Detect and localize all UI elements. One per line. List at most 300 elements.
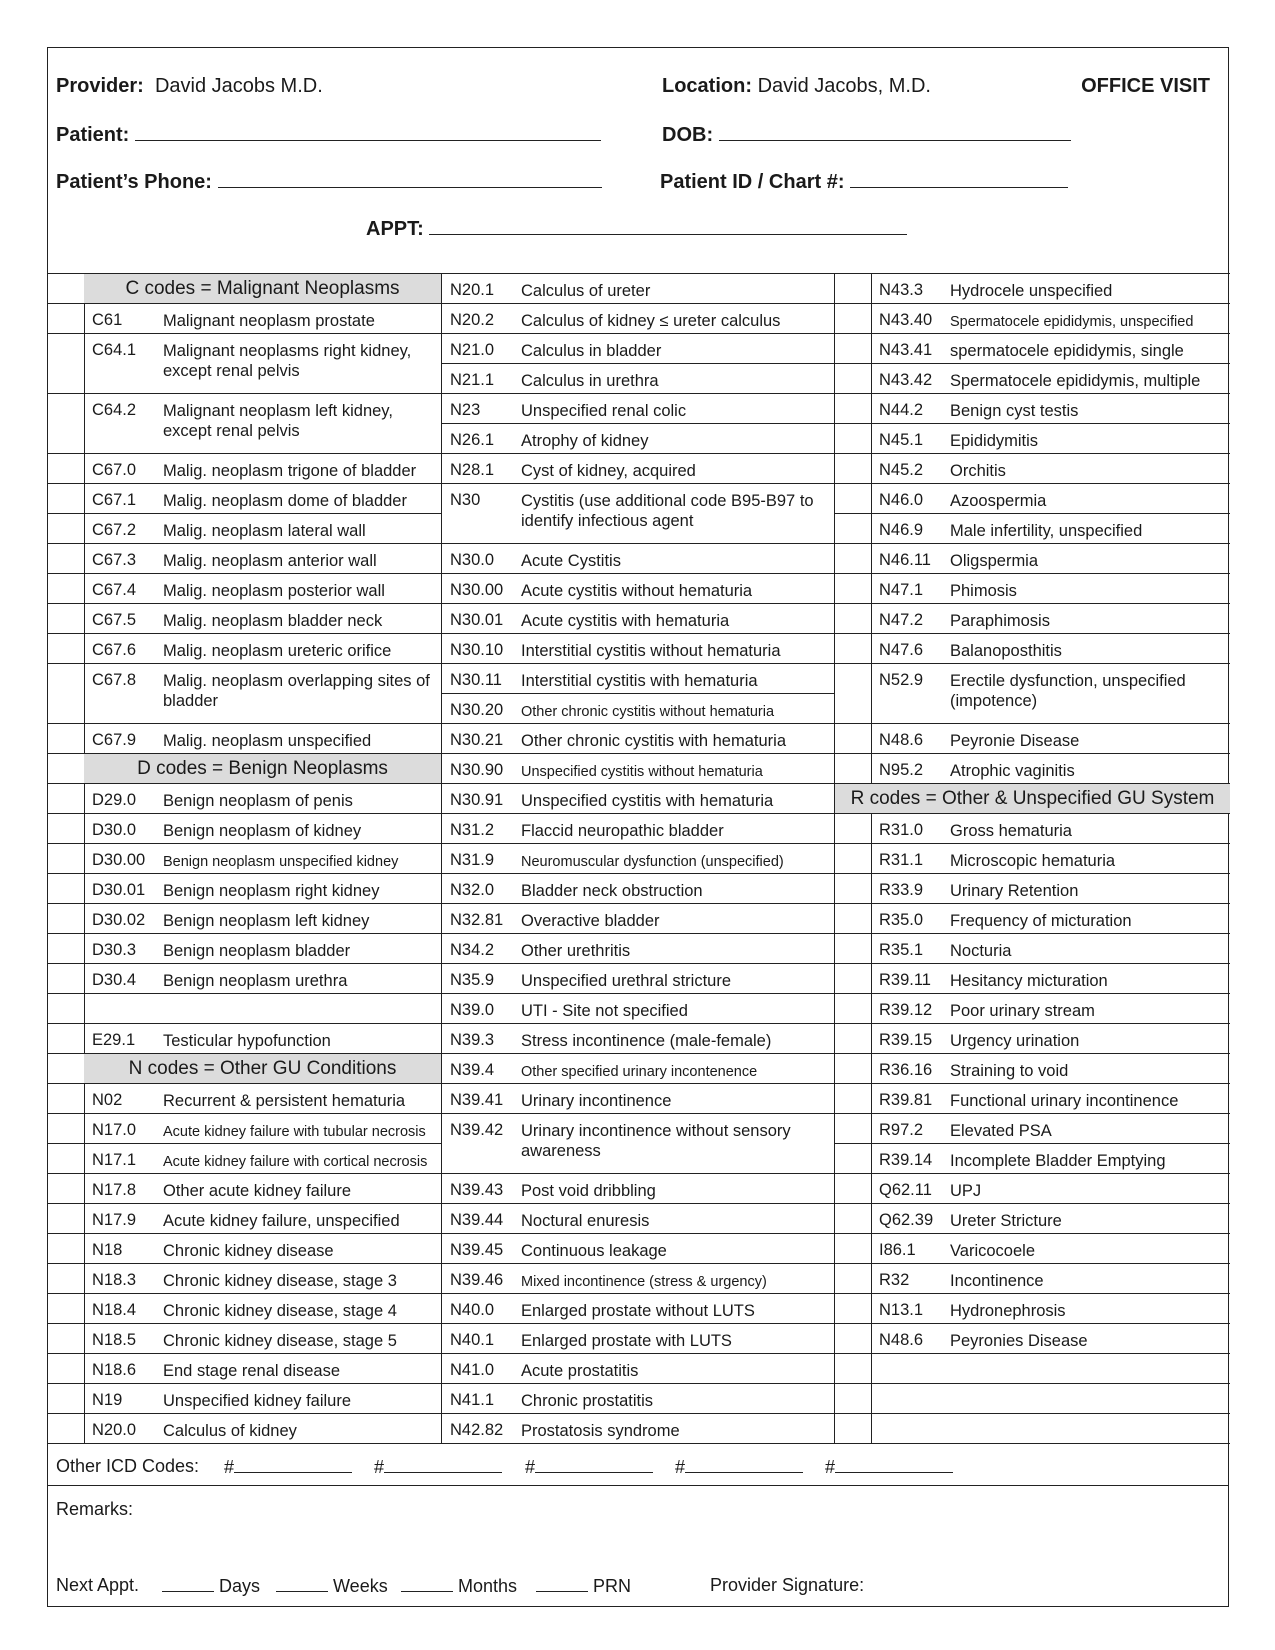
patient-name-line[interactable] [135, 122, 601, 141]
checkbox-margin[interactable] [835, 1054, 872, 1083]
checkbox-margin[interactable] [48, 1084, 85, 1113]
checkbox-margin[interactable] [835, 544, 872, 573]
code-row [442, 604, 835, 634]
other-icd-blank-4[interactable] [675, 1456, 803, 1478]
code-row [442, 994, 835, 1024]
code-row [48, 1384, 442, 1414]
checkbox-margin[interactable] [835, 364, 872, 393]
icd-code: D30.4 [92, 971, 137, 989]
icd-code: N20.0 [92, 1421, 137, 1439]
icd-description: Other urethritis [521, 942, 631, 960]
icd-description: Malig. neoplasm trigone of bladder [163, 462, 417, 480]
icd-description: End stage renal disease [163, 1362, 341, 1380]
remarks-label: Remarks: [56, 1499, 134, 1519]
code-row [835, 1234, 1230, 1264]
checkbox-margin[interactable] [835, 1264, 872, 1293]
icd-description: Epididymitis [950, 432, 1039, 450]
phone-field[interactable] [56, 169, 602, 194]
dob-label: DOB: [662, 124, 714, 146]
checkbox-margin[interactable] [835, 1294, 872, 1323]
provider-field [56, 75, 323, 98]
icd-code: N30.91 [450, 791, 504, 809]
icd-code: N46.9 [879, 521, 924, 539]
checkbox-margin[interactable] [835, 484, 872, 513]
code-row [835, 814, 1230, 844]
checkbox-margin[interactable] [48, 1384, 85, 1413]
checkbox-margin[interactable] [48, 1114, 85, 1143]
icd-code: N32.81 [450, 911, 504, 929]
checkbox-margin[interactable] [835, 874, 872, 903]
phone-line[interactable] [218, 169, 602, 188]
icd-description: Urgency urination [950, 1032, 1080, 1050]
checkbox-margin[interactable] [48, 1414, 85, 1443]
code-row [835, 904, 1230, 934]
icd-description: Mixed incontinence (stress & urgency) [521, 1274, 767, 1290]
code-row [442, 454, 835, 484]
checkbox-margin[interactable] [835, 454, 872, 483]
appt-label: APPT: [366, 218, 424, 240]
checkbox-margin[interactable] [48, 1264, 85, 1293]
icd-code: R39.12 [879, 1001, 933, 1019]
checkbox-margin[interactable] [835, 904, 872, 933]
icd-code: C67.3 [92, 551, 137, 569]
icd-code: N39.42 [450, 1121, 504, 1139]
code-row [48, 1024, 442, 1054]
icd-description: Chronic kidney disease, stage 3 [163, 1272, 397, 1290]
icd-description: Acute kidney failure with cortical necrosis [163, 1154, 428, 1170]
icd-description: Unspecified cystitis without hematuria [521, 764, 763, 780]
code-row [442, 724, 835, 754]
checkbox-margin[interactable] [835, 814, 872, 843]
icd-description: Malig. neoplasm bladder neck [163, 612, 383, 630]
code-row [48, 994, 442, 1024]
checkbox-margin[interactable] [48, 634, 85, 663]
checkbox-margin[interactable] [835, 934, 872, 963]
checkbox-margin[interactable] [48, 934, 85, 963]
section-header: N codes = Other GU Conditions [128, 1058, 397, 1079]
icd-description: spermatocele epididymis, single [950, 342, 1184, 360]
icd-code: R36.16 [879, 1061, 933, 1079]
code-row [442, 874, 835, 904]
icd-code: N18.6 [92, 1361, 137, 1379]
appt-line[interactable] [429, 216, 907, 235]
icd-description: Calculus of kidney [163, 1422, 297, 1440]
checkbox-margin[interactable] [835, 424, 872, 453]
code-row [48, 514, 442, 544]
icd-description: Calculus of kidney ≤ ureter calculus [521, 312, 781, 330]
icd-description: Benign neoplasm bladder [163, 942, 351, 960]
chart-line[interactable] [850, 169, 1068, 188]
code-row [48, 1234, 442, 1264]
code-row [835, 604, 1230, 634]
icd-description: Varicocoele [950, 1242, 1035, 1260]
chart-field[interactable] [660, 169, 1068, 194]
icd-code: N30 [450, 491, 481, 509]
code-row [48, 1114, 442, 1144]
other-icd-blank-5[interactable] [825, 1456, 953, 1478]
checkbox-margin[interactable] [48, 844, 85, 873]
checkbox-margin[interactable] [835, 1204, 872, 1233]
checkbox-margin[interactable] [48, 664, 85, 723]
icd-code: R33.9 [879, 881, 924, 899]
checkbox-margin[interactable] [835, 1324, 872, 1353]
checkbox-margin[interactable] [48, 454, 85, 483]
icd-code: R39.14 [879, 1151, 933, 1169]
chart-label: Patient ID / Chart #: [660, 171, 845, 193]
icd-code: N95.2 [879, 761, 924, 779]
icd-code: N52.9 [879, 671, 924, 689]
icd-code: N20.1 [450, 281, 495, 299]
code-row [835, 394, 1230, 424]
checkbox-margin[interactable] [835, 964, 872, 993]
section-header-row [48, 754, 442, 784]
code-row [442, 334, 835, 364]
checkbox-margin[interactable] [48, 1144, 85, 1173]
checkbox-margin[interactable] [835, 334, 872, 363]
checkbox-margin[interactable] [835, 724, 872, 753]
icd-code: N31.2 [450, 821, 495, 839]
code-row [48, 964, 442, 994]
checkbox-margin[interactable] [835, 1354, 872, 1383]
weeks-label: Weeks [333, 1576, 388, 1596]
icd-code: C67.6 [92, 641, 137, 659]
code-row [835, 454, 1230, 484]
icd-description: Hesitancy micturation [950, 972, 1108, 990]
checkbox-margin[interactable] [48, 484, 85, 513]
code-row [48, 394, 442, 454]
checkbox-margin[interactable] [48, 784, 85, 813]
icd-description: Acute cystitis without hematuria [521, 582, 753, 600]
blank-line [401, 1575, 453, 1592]
code-row [835, 1024, 1230, 1054]
icd-code-table [48, 273, 1230, 1448]
checkbox-margin[interactable] [835, 1174, 872, 1203]
icd-description: Acute kidney failure, unspecified [163, 1212, 400, 1230]
icd-code: D30.02 [92, 911, 146, 929]
days-label: Days [219, 1576, 261, 1596]
provider-value: David Jacobs M.D. [154, 75, 323, 97]
dob-field[interactable] [662, 122, 1071, 147]
phone-label: Patient’s Phone: [56, 171, 212, 193]
icd-description: Benign neoplasm urethra [163, 972, 348, 990]
icd-code: C67.2 [92, 521, 137, 539]
icd-code: Q62.39 [879, 1211, 934, 1229]
code-row [48, 1294, 442, 1324]
icd-description: Overactive bladder [521, 912, 660, 930]
icd-description: Erectile dysfunction, unspecified (impotence) [950, 672, 1186, 710]
checkbox-margin[interactable] [48, 994, 85, 1023]
icd-description: Benign cyst testis [950, 402, 1079, 420]
appt-field[interactable] [366, 216, 907, 241]
checkbox-margin[interactable] [48, 874, 85, 903]
icd-code: N40.0 [450, 1301, 495, 1319]
code-row [835, 1354, 1230, 1384]
hash-mark: # [825, 1457, 836, 1477]
code-row [835, 274, 1230, 304]
code-row [442, 754, 835, 784]
icd-description: Malig. neoplasm lateral wall [163, 522, 366, 540]
code-row [48, 1174, 442, 1204]
code-row [48, 874, 442, 904]
checkbox-margin[interactable] [48, 274, 85, 303]
other-icd-blank-2[interactable] [374, 1456, 502, 1478]
icd-description: Unspecified renal colic [521, 402, 687, 420]
icd-code: N42.82 [450, 1421, 504, 1439]
icd-code: R39.11 [879, 971, 931, 989]
icd-description: Other acute kidney failure [163, 1182, 352, 1200]
icd-code: N18.3 [92, 1271, 137, 1289]
other-icd-blank-3[interactable] [525, 1456, 653, 1478]
patient-field[interactable] [56, 122, 601, 147]
remarks-section[interactable] [48, 1485, 1228, 1606]
icd-code: N41.1 [450, 1391, 495, 1409]
icd-code: R31.0 [879, 821, 924, 839]
icd-description: UTI - Site not specified [521, 1002, 688, 1020]
icd-description: Cystitis (use additional code B95-B97 to identify infectious agent [521, 492, 814, 530]
checkbox-margin[interactable] [48, 334, 85, 393]
dob-line[interactable] [719, 122, 1071, 141]
icd-code: N18.5 [92, 1331, 137, 1349]
checkbox-margin[interactable] [48, 604, 85, 633]
checkbox-margin[interactable] [835, 514, 872, 543]
checkbox-margin[interactable] [835, 664, 872, 723]
icd-description: Hydronephrosis [950, 1302, 1066, 1320]
code-row [835, 994, 1230, 1024]
code-row [48, 634, 442, 664]
icd-code: N39.46 [450, 1271, 504, 1289]
checkbox-margin[interactable] [835, 604, 872, 633]
icd-code: I86.1 [879, 1241, 916, 1259]
checkbox-margin[interactable] [48, 1294, 85, 1323]
icd-description: Incomplete Bladder Emptying [950, 1152, 1166, 1170]
checkbox-margin[interactable] [835, 574, 872, 603]
checkbox-margin[interactable] [48, 1204, 85, 1233]
icd-code: N48.6 [879, 1331, 924, 1349]
code-row [442, 1414, 835, 1444]
icd-code: R35.1 [879, 941, 924, 959]
code-row [835, 334, 1230, 364]
icd-description: Recurrent & persistent hematuria [163, 1092, 406, 1110]
code-row [442, 784, 835, 814]
checkbox-margin[interactable] [835, 394, 872, 423]
icd-code: N17.8 [92, 1181, 137, 1199]
icd-description: UPJ [950, 1182, 982, 1200]
icd-code: N18 [92, 1241, 123, 1259]
icd-description: Flaccid neuropathic bladder [521, 822, 724, 840]
icd-code: N30.0 [450, 551, 495, 569]
checkbox-margin[interactable] [48, 304, 85, 333]
icd-description: Enlarged prostate without LUTS [521, 1302, 755, 1320]
code-row [835, 1324, 1230, 1354]
icd-code: R35.0 [879, 911, 924, 929]
code-row [442, 304, 835, 334]
icd-description: Other chronic cystitis without hematuria [521, 704, 775, 720]
icd-code: N44.2 [879, 401, 924, 419]
icd-description: Peyronie Disease [950, 732, 1080, 750]
icd-code: Q62.11 [879, 1181, 932, 1199]
checkbox-margin[interactable] [48, 1234, 85, 1263]
code-row [48, 304, 442, 334]
icd-code: N39.43 [450, 1181, 504, 1199]
blank-line [685, 1456, 803, 1473]
checkbox-margin[interactable] [48, 754, 85, 783]
next-appt-weeks[interactable] [276, 1575, 388, 1597]
icd-description: Chronic prostatitis [521, 1392, 654, 1410]
provider-signature-label: Provider Signature: [710, 1575, 865, 1595]
code-row [835, 754, 1230, 784]
next-appt-prn[interactable] [536, 1575, 631, 1597]
checkbox-margin[interactable] [48, 724, 85, 753]
icd-code: N18.4 [92, 1301, 137, 1319]
code-row [442, 694, 835, 724]
icd-code: N32.0 [450, 881, 495, 899]
code-row [48, 934, 442, 964]
code-row [48, 724, 442, 754]
icd-code: D30.0 [92, 821, 137, 839]
code-row [835, 484, 1230, 514]
checkbox-margin[interactable] [48, 1324, 85, 1353]
code-row [48, 604, 442, 634]
icd-description: Acute cystitis with hematuria [521, 612, 730, 630]
checkbox-margin[interactable] [835, 994, 872, 1023]
icd-description: Acute prostatitis [521, 1362, 639, 1380]
checkbox-margin[interactable] [835, 754, 872, 783]
icd-code: D29.0 [92, 791, 137, 809]
checkbox-margin[interactable] [48, 514, 85, 543]
code-row [48, 844, 442, 874]
checkbox-margin[interactable] [835, 844, 872, 873]
checkbox-margin[interactable] [835, 1144, 872, 1173]
code-row [835, 1084, 1230, 1114]
icd-code: C67.4 [92, 581, 137, 599]
code-row [835, 724, 1230, 754]
code-row [835, 514, 1230, 544]
icd-description: Bladder neck obstruction [521, 882, 703, 900]
next-appt-months[interactable] [401, 1575, 517, 1597]
checkbox-margin[interactable] [48, 1174, 85, 1203]
checkbox-margin[interactable] [835, 1234, 872, 1263]
code-row [442, 1234, 835, 1264]
icd-description: Post void dribbling [521, 1182, 656, 1200]
code-row [835, 1414, 1230, 1444]
checkbox-margin[interactable] [48, 964, 85, 993]
section-header: D codes = Benign Neoplasms [137, 758, 388, 779]
icd-description: Malig. neoplasm ureteric orifice [163, 642, 392, 660]
code-row [48, 1414, 442, 1444]
code-row [835, 1294, 1230, 1324]
icd-description: Peyronies Disease [950, 1332, 1088, 1350]
checkbox-margin[interactable] [835, 634, 872, 663]
code-row [442, 1324, 835, 1354]
icd-code: C67.8 [92, 671, 137, 689]
checkbox-margin[interactable] [48, 814, 85, 843]
icd-description: Benign neoplasm left kidney [163, 912, 370, 930]
icd-description: Spermatocele epididymis, unspecified [950, 314, 1194, 330]
icd-code: N41.0 [450, 1361, 495, 1379]
code-row [442, 1174, 835, 1204]
checkbox-margin[interactable] [48, 544, 85, 573]
icd-code: C67.0 [92, 461, 137, 479]
icd-description: Balanoposthitis [950, 642, 1062, 660]
prn-label: PRN [593, 1576, 632, 1596]
icd-code: N28.1 [450, 461, 495, 479]
icd-description: Acute kidney failure with tubular necrosis [163, 1124, 426, 1140]
section-header-row [835, 784, 1230, 814]
checkbox-margin[interactable] [835, 1024, 872, 1053]
icd-description: Acute Cystitis [521, 552, 621, 570]
icd-code: N46.0 [879, 491, 924, 509]
code-row [48, 814, 442, 844]
icd-code: N34.2 [450, 941, 495, 959]
months-label: Months [458, 1576, 518, 1596]
code-row [835, 1144, 1230, 1174]
icd-description: Benign neoplasm unspecified kidney [163, 854, 399, 870]
icd-code: N19 [92, 1391, 123, 1409]
icd-description: Cyst of kidney, acquired [521, 462, 696, 480]
checkbox-margin[interactable] [835, 1414, 872, 1443]
icd-code: D30.01 [92, 881, 146, 899]
checkbox-margin[interactable] [48, 1054, 85, 1083]
checkbox-margin[interactable] [48, 1354, 85, 1383]
checkbox-margin[interactable] [835, 304, 872, 333]
checkbox-margin[interactable] [835, 1084, 872, 1113]
code-row [835, 574, 1230, 604]
icd-description: Interstitial cystitis with hematuria [521, 672, 758, 690]
icd-description: Urinary Retention [950, 882, 1079, 900]
code-row [442, 1294, 835, 1324]
icd-description: Urinary incontinence [521, 1092, 672, 1110]
checkbox-margin[interactable] [835, 1384, 872, 1413]
next-appt-days[interactable] [162, 1575, 260, 1597]
checkbox-margin[interactable] [48, 574, 85, 603]
icd-description: Malignant neoplasms right kidney, except renal pelvis [163, 342, 412, 380]
checkbox-margin[interactable] [835, 274, 872, 303]
icd-code: N47.1 [879, 581, 924, 599]
code-row [442, 394, 835, 424]
icd-code: N43.42 [879, 371, 933, 389]
code-row [442, 574, 835, 604]
icd-code: R31.1 [879, 851, 924, 869]
icd-code: N39.0 [450, 1001, 495, 1019]
icd-code: N39.3 [450, 1031, 495, 1049]
section-header: R codes = Other & Unspecified GU System [850, 788, 1215, 809]
location-value: David Jacobs, M.D. [757, 75, 931, 97]
code-row [442, 1054, 835, 1084]
icd-code: N35.9 [450, 971, 495, 989]
code-row [48, 1324, 442, 1354]
blank-line [384, 1456, 502, 1473]
code-row [442, 1084, 835, 1114]
icd-code: N31.9 [450, 851, 495, 869]
hash-mark: # [675, 1457, 686, 1477]
checkbox-margin[interactable] [835, 1114, 872, 1143]
blank-line [234, 1456, 352, 1473]
icd-description: Oligspermia [950, 552, 1039, 570]
icd-code: N30.10 [450, 641, 504, 659]
checkbox-margin[interactable] [48, 394, 85, 453]
code-row [442, 274, 835, 304]
checkbox-margin[interactable] [48, 1024, 85, 1053]
icd-description: Hydrocele unspecified [950, 282, 1113, 300]
icd-description: Functional urinary incontinence [950, 1092, 1179, 1110]
code-row [835, 874, 1230, 904]
icd-description: Calculus in bladder [521, 342, 662, 360]
icd-description: Stress incontinence (male-female) [521, 1032, 772, 1050]
icd-code: N21.1 [450, 371, 495, 389]
other-icd-blank-1[interactable] [224, 1456, 352, 1478]
checkbox-margin[interactable] [48, 904, 85, 933]
code-row [48, 454, 442, 484]
